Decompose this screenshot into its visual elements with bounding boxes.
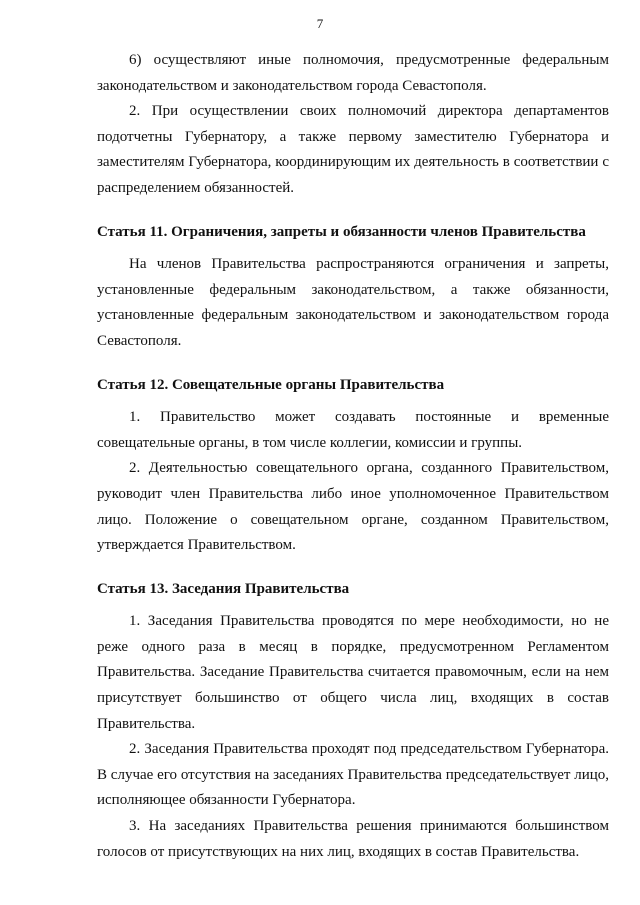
article-11-paragraph: На членов Правительства распространяются ограничения и запреты, установленные федеральным законодательством, а также обязанности, установленные федеральным законодательством и законодательством города Севастополя.: [97, 256, 609, 349]
paragraph-intro-point-2: 2. При осуществлении своих полномочий директора департаментов подотчетны Губернатору, а также первому заместителю Губернатора и заместителям Губернатора, координирующим их деятельность в соответствии с распределением обязанностей.: [97, 103, 609, 196]
document-body: [97, 48, 609, 865]
paragraph-intro-item-6: 6) осуществляют иные полномочия, предусмотренные федеральным законодательством и законодательством города Севастополя.: [97, 52, 609, 94]
page-number: 7: [316, 16, 324, 31]
article-11-title: Статья 11. Ограничения, запреты и обязанности членов Правительства: [97, 223, 586, 240]
article-12-paragraph-1: 1. Правительство может создавать постоянные и временные совещательные органы, в том числе коллегии, комиссии и группы.: [97, 409, 609, 451]
article-13-title: Статья 13. Заседания Правительства: [97, 580, 350, 597]
article-12-paragraph-2: 2. Деятельностью совещательного органа, созданного Правительством, руководит член Правительства либо иное уполномоченное Правительством лицо. Положение о совещательном органе, созданном Правительством, утверждается Правительством.: [97, 460, 609, 554]
article-13-paragraph-2: 2. Заседания Правительства проходят под председательством Губернатора. В случае его отсутствия на заседаниях Правительства председательствует лицо, исполняющее обязанности Губернатора.: [97, 741, 609, 809]
article-12-title: Статья 12. Совещательные органы Правительства: [97, 376, 445, 393]
article-13-paragraph-3: 3. На заседаниях Правительства решения принимаются большинством голосов от присутствующих на них лиц, входящих в состав Правительства.: [97, 818, 609, 860]
article-13-paragraph-1: 1. Заседания Правительства проводятся по мере необходимости, но не реже одного раза в месяц в порядке, предусмотренном Регламентом Правительства. Заседание Правительства считается правомочным, если на нем присутствует большинство от общего числа лиц, входящих в состав Правительства.: [97, 613, 609, 732]
